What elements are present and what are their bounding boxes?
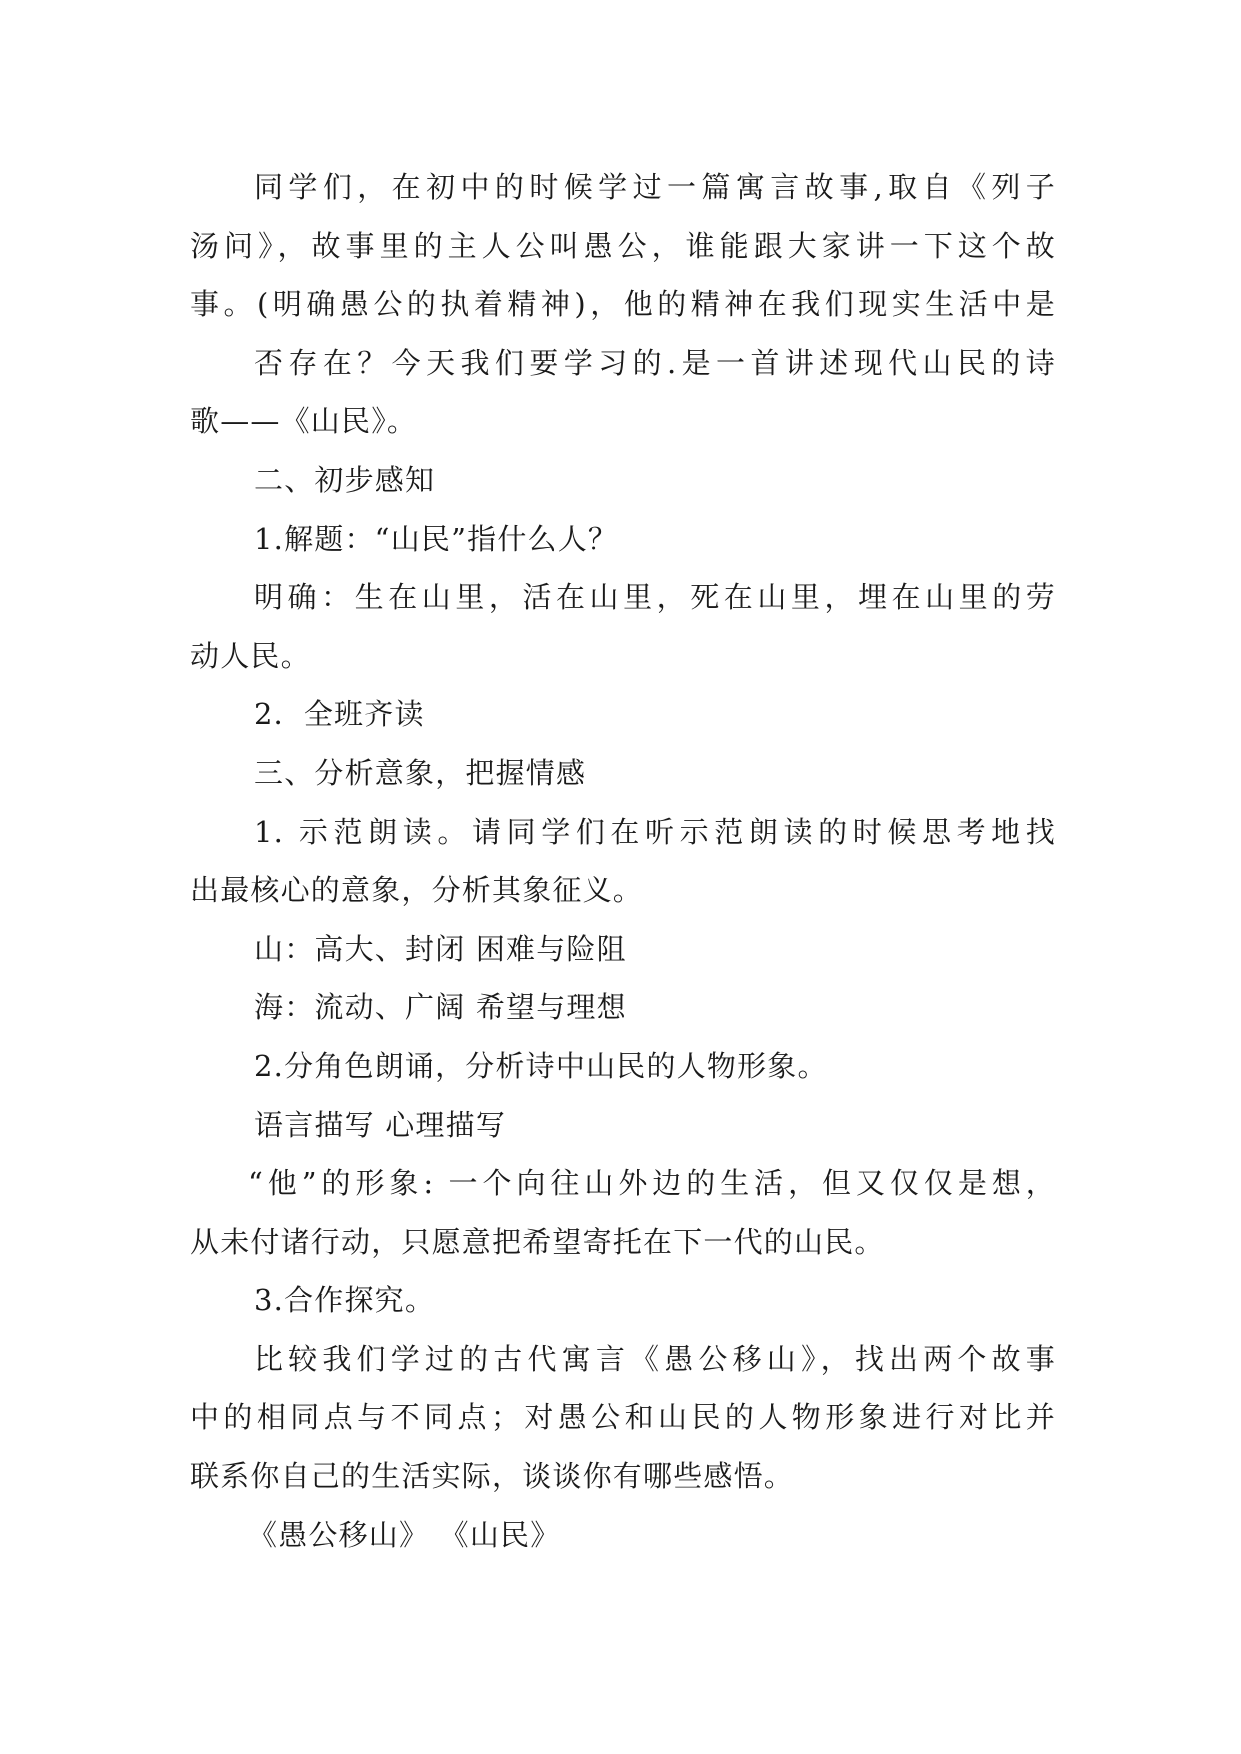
paragraph-line: 1. 示范朗读。请同学们在听示范朗读的时候思考地找 [254, 814, 1056, 849]
paragraph-line: 3.合作探究。 [254, 1283, 436, 1318]
section-heading: 二、初步感知 [254, 462, 436, 497]
paragraph-line: 2．全班齐读 [254, 697, 425, 732]
paragraph-line: 否存在？今天我们要学习的.是一首讲述现代山民的诗 [254, 345, 1056, 380]
paragraph-line: 比较我们学过的古代寓言《愚公移山》，找出两个故事 [254, 1341, 1056, 1376]
paragraph-line: 明确：生在山里，活在山里，死在山里，埋在山里的劳 [254, 580, 1056, 615]
paragraph-line: 海：流动、广阔 希望与理想 [254, 990, 627, 1025]
paragraph-line: 汤问》，故事里的主人公叫愚公，谁能跟大家讲一下这个故 [190, 228, 1056, 263]
paragraph-line: 2.分角色朗诵，分析诗中山民的人物形象。 [254, 1048, 828, 1083]
section-heading: 三、分析意象，把握情感 [254, 755, 587, 790]
paragraph-line: 山：高大、封闭 困难与险阻 [254, 931, 627, 966]
paragraph-line: 事。(明确愚公的执着精神)，他的精神在我们现实生活中是 [190, 287, 1056, 322]
paragraph-line: 1.解题：“山民”指什么人？ [254, 521, 619, 556]
paragraph-line: 《愚公移山》 《山民》 [248, 1517, 561, 1552]
paragraph-line: 联系你自己的生活实际，谈谈你有哪些感悟。 [190, 1459, 795, 1494]
paragraph-line: 歌——《山民》。 [190, 404, 418, 439]
paragraph-line: 中的相同点与不同点；对愚公和山民的人物形象进行对比并 [190, 1400, 1056, 1435]
paragraph-line: 动人民。 [190, 638, 311, 673]
paragraph-line: “他”的形象: 一个向往山外边的生活，但又仅仅是想， [248, 1166, 1056, 1201]
paragraph-line: 同学们，在初中的时候学过一篇寓言故事,取自《列子 [254, 170, 1056, 204]
paragraph-line: 语言描写 心理描写 [254, 1107, 507, 1142]
document-body [190, 158, 1056, 1564]
paragraph-line: 出最核心的意象，分析其象征义。 [190, 873, 644, 908]
paragraph-line: 从未付诸行动，只愿意把希望寄托在下一代的山民。 [190, 1224, 885, 1259]
